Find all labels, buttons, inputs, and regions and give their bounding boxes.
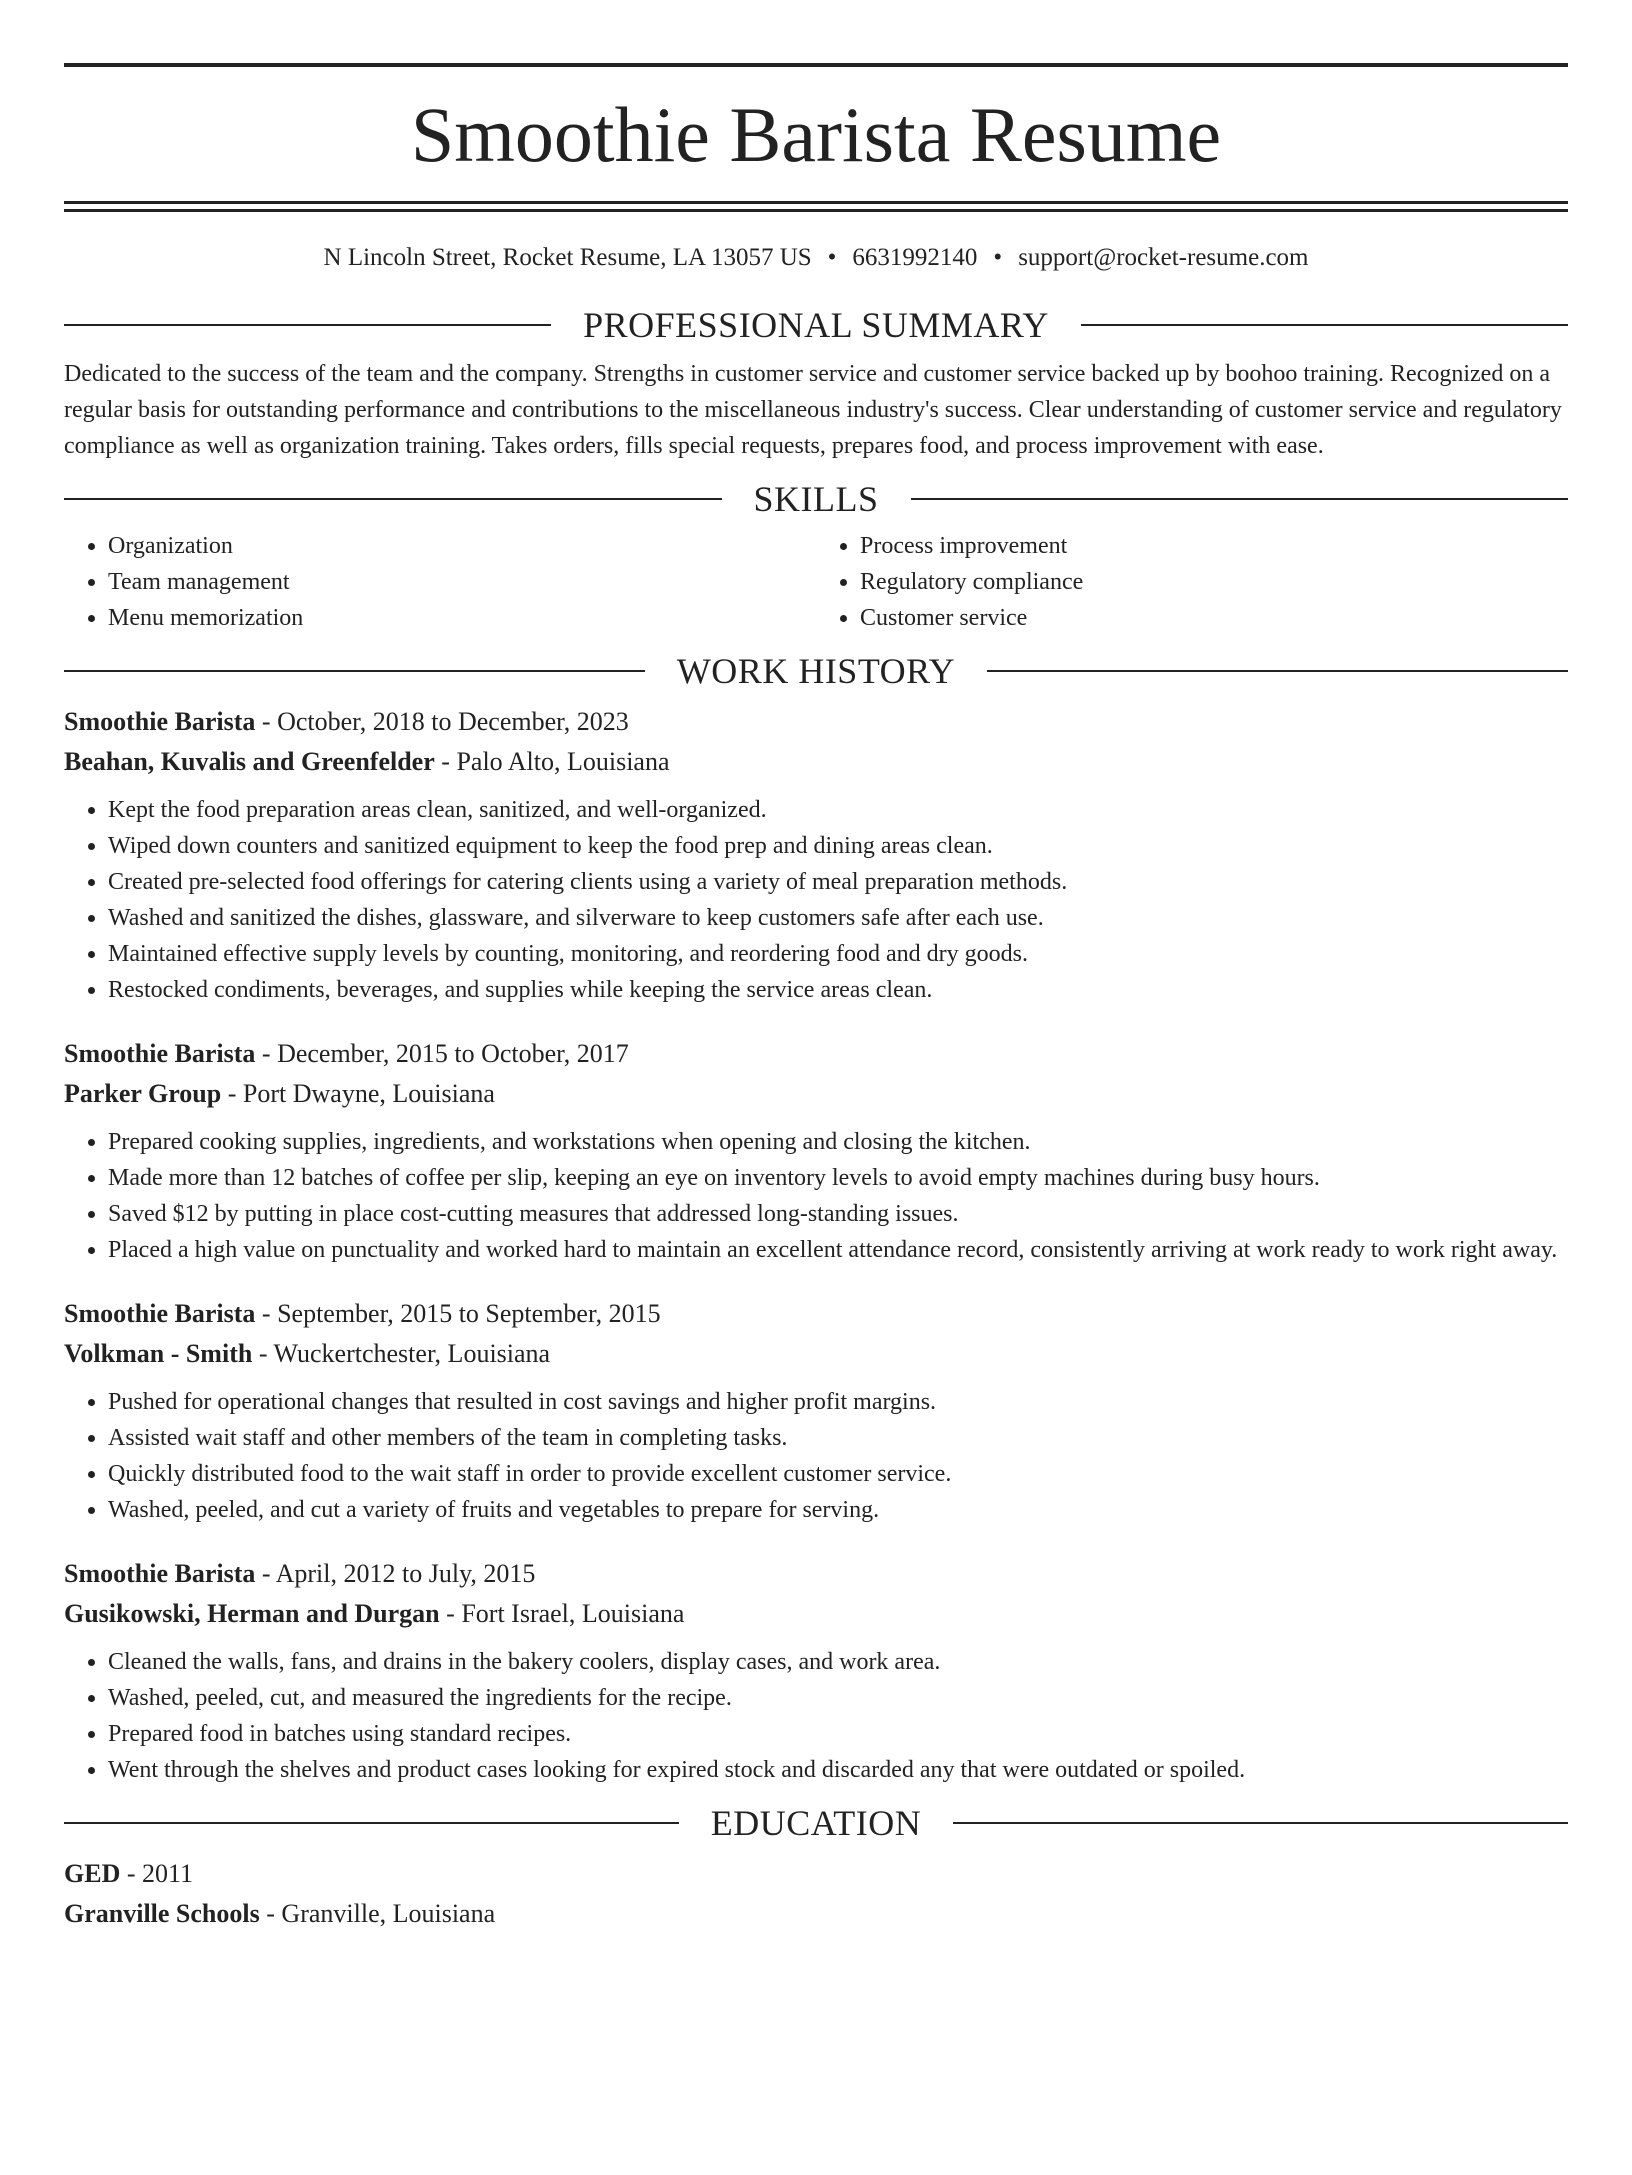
list-item: • Assisted wait staff and other members of the team in completing tasks. xyxy=(108,1420,1568,1456)
list-item: • Washed, peeled, cut, and measured the ingredients for the recipe. xyxy=(108,1680,1568,1716)
skill-item: • Process improvement xyxy=(860,528,1568,564)
skill-item: • Team management xyxy=(108,564,816,600)
job-role: Smoothie Barista xyxy=(64,1039,256,1068)
job-dates: April, 2012 to July, 2015 xyxy=(275,1559,536,1588)
job-company-line: Gusikowski, Herman and Durgan - Fort Israel, Louisiana xyxy=(64,1599,685,1628)
job-entry xyxy=(64,702,1568,1008)
job-entry xyxy=(64,1034,1568,1268)
education-heading xyxy=(64,1802,1568,1844)
heading-rule xyxy=(64,324,551,326)
contact-line xyxy=(64,242,1568,274)
heading-rule xyxy=(953,1822,1568,1824)
list-item: • Placed a high value on punctuality and worked hard to maintain an excellent attendance record, consistently arriving at work ready to work right away. xyxy=(108,1232,1568,1268)
list-item: • Washed, peeled, and cut a variety of fruits and vegetables to prepare for serving. xyxy=(108,1492,1568,1528)
list-item: • Prepared food in batches using standard recipes. xyxy=(108,1716,1568,1752)
skills-list xyxy=(64,528,1568,636)
double-rule xyxy=(64,201,1568,212)
summary-heading xyxy=(64,304,1568,346)
skills-heading xyxy=(64,478,1568,520)
job-role: Smoothie Barista xyxy=(64,1559,256,1588)
heading-rule xyxy=(987,670,1568,672)
summary-text: Dedicated to the success of the team and the company. Strengths in customer service and customer service backed up by boohoo training. Recognized on a regular basis for outstanding performance and contributions to the miscellaneous industry's success. Clear understanding of customer service and regulatory compliance as well as organization training. Takes orders, fills special requests, prepares food, and process improvement with ease. xyxy=(64,361,1562,459)
job-company: Volkman - Smith xyxy=(64,1339,253,1368)
job-company: Gusikowski, Herman and Durgan xyxy=(64,1599,440,1628)
skill-item: • Menu memorization xyxy=(108,600,816,636)
contact-separator: • xyxy=(993,244,1003,271)
resume-page xyxy=(64,63,1568,1934)
list-item: • Saved $12 by putting in place cost-cutting measures that addressed long-standing issues. xyxy=(108,1196,1568,1232)
skills-title: SKILLS xyxy=(753,479,879,519)
list-item: • Kept the food preparation areas clean, sanitized, and well-organized. xyxy=(108,792,1568,828)
job-entry xyxy=(64,1554,1568,1788)
contact-email: support@rocket-resume.com xyxy=(1018,244,1309,271)
job-company-line: Parker Group - Port Dwayne, Louisiana xyxy=(64,1079,495,1108)
education-entry xyxy=(64,1854,1568,1934)
contact-address: N Lincoln Street, Rocket Resume, LA 13057 US xyxy=(323,244,812,271)
job-dates: September, 2015 to September, 2015 xyxy=(277,1299,661,1328)
job-location: Palo Alto, Louisiana xyxy=(456,747,670,776)
education-title: EDUCATION xyxy=(710,1803,922,1843)
skill-item: • Organization xyxy=(108,528,816,564)
heading-rule xyxy=(911,498,1569,500)
education-location: Granville, Louisiana xyxy=(281,1899,496,1928)
list-item: • Washed and sanitized the dishes, glassware, and silverware to keep customers safe after each use. xyxy=(108,900,1568,936)
heading-rule xyxy=(1081,324,1568,326)
skills-column-right xyxy=(816,528,1568,636)
list-item: • Cleaned the walls, fans, and drains in the bakery coolers, display cases, and work area. xyxy=(108,1644,1568,1680)
job-duties xyxy=(64,1124,1568,1268)
job-role-line: Smoothie Barista - October, 2018 to December, 2023 xyxy=(64,707,629,736)
job-duties xyxy=(64,1644,1568,1788)
heading-rule xyxy=(64,1822,679,1824)
job-entry xyxy=(64,1294,1568,1528)
job-company: Beahan, Kuvalis and Greenfelder xyxy=(64,747,435,776)
job-duties xyxy=(64,1384,1568,1528)
job-role-line: Smoothie Barista - December, 2015 to October, 2017 xyxy=(64,1039,629,1068)
job-role-line: Smoothie Barista - September, 2015 to September, 2015 xyxy=(64,1299,661,1328)
skills-column-left xyxy=(64,528,816,636)
list-item: • Made more than 12 batches of coffee per slip, keeping an eye on inventory levels to avoid empty machines during busy hours. xyxy=(108,1160,1568,1196)
list-item: • Restocked condiments, beverages, and supplies while keeping the service areas clean. xyxy=(108,972,1568,1008)
job-company-line: Beahan, Kuvalis and Greenfelder - Palo Alto, Louisiana xyxy=(64,747,670,776)
job-role: Smoothie Barista xyxy=(64,1299,256,1328)
job-dates: October, 2018 to December, 2023 xyxy=(277,707,629,736)
work-heading xyxy=(64,650,1568,692)
contact-separator: • xyxy=(827,244,837,271)
job-role: Smoothie Barista xyxy=(64,707,256,736)
skill-item: • Customer service xyxy=(860,600,1568,636)
list-item: • Quickly distributed food to the wait staff in order to provide excellent customer service. xyxy=(108,1456,1568,1492)
job-location: Wuckertchester, Louisiana xyxy=(273,1339,551,1368)
education-school-line: Granville Schools - Granville, Louisiana xyxy=(64,1899,496,1928)
contact-phone: 6631992140 xyxy=(852,244,978,271)
heading-rule xyxy=(64,498,722,500)
job-duties xyxy=(64,792,1568,1008)
work-title: WORK HISTORY xyxy=(676,651,956,691)
list-item: • Went through the shelves and product cases looking for expired stock and discarded any that were outdated or spoiled. xyxy=(108,1752,1568,1788)
job-role-line: Smoothie Barista - April, 2012 to July, 2015 xyxy=(64,1559,536,1588)
summary-title: PROFESSIONAL SUMMARY xyxy=(583,305,1049,345)
list-item: • Created pre-selected food offerings for catering clients using a variety of meal preparation methods. xyxy=(108,864,1568,900)
job-dates: December, 2015 to October, 2017 xyxy=(277,1039,629,1068)
list-item: • Prepared cooking supplies, ingredients, and workstations when opening and closing the kitchen. xyxy=(108,1124,1568,1160)
list-item: • Maintained effective supply levels by counting, monitoring, and reordering food and dry goods. xyxy=(108,936,1568,972)
education-school: Granville Schools xyxy=(64,1899,260,1928)
list-item: • Wiped down counters and sanitized equipment to keep the food prep and dining areas clean. xyxy=(108,828,1568,864)
job-company-line: Volkman - Smith - Wuckertchester, Louisiana xyxy=(64,1339,551,1368)
top-rule xyxy=(64,63,1568,67)
list-item: • Pushed for operational changes that resulted in cost savings and higher profit margins. xyxy=(108,1384,1568,1420)
job-location: Fort Israel, Louisiana xyxy=(461,1599,685,1628)
resume-title: Smoothie Barista Resume xyxy=(410,91,1222,178)
heading-rule xyxy=(64,670,645,672)
job-location: Port Dwayne, Louisiana xyxy=(242,1079,495,1108)
job-company: Parker Group xyxy=(64,1079,222,1108)
education-degree-line: GED - 2011 xyxy=(64,1859,194,1888)
education-degree: GED xyxy=(64,1859,121,1888)
education-year: 2011 xyxy=(142,1859,194,1888)
skill-item: • Regulatory compliance xyxy=(860,564,1568,600)
